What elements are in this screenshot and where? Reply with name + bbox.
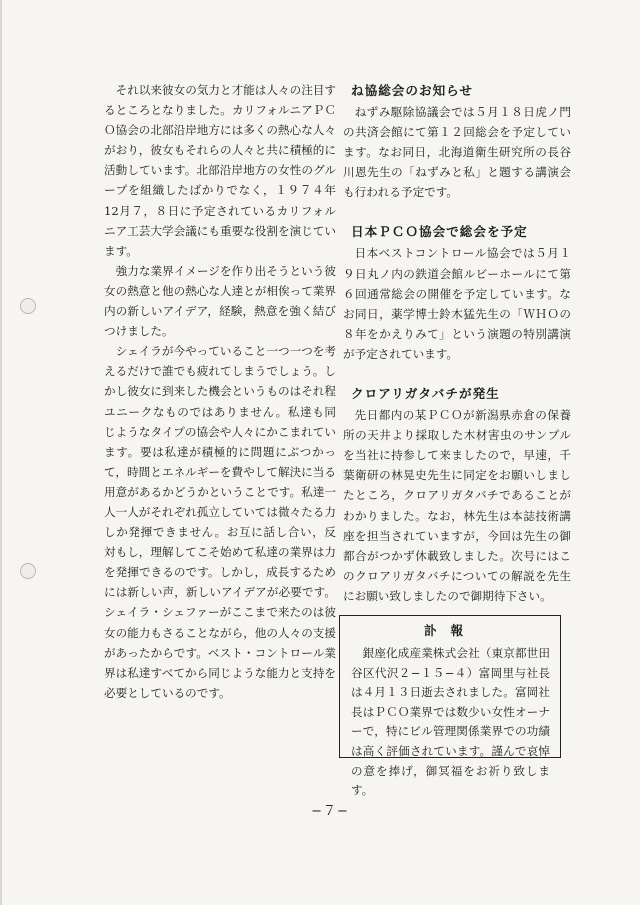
binder-hole — [20, 563, 36, 579]
obituary-title: 訃報 — [423, 623, 478, 638]
article-paragraph: 強力な業界イメージを作り出そうという彼女の熱意と他の熱心な人達とが相俟って業界内の新しいアイデア，経験，熱意を強く結びつけました。 — [104, 263, 336, 339]
page-number: −７− — [311, 804, 349, 819]
article-paragraph: それ以来彼女の気力と才能は人々の注目するところとなりました。カリフォルニアＰＣＯ協会の北部沿岸地方には多くの熱心な人々がおり，彼女もそれらの人々と共に積極的に活動しています。北部沿岸地方の女性のグループを組織したばかりでなく，１９７４年12月７，８日に予定されているカリフォルニア工芸大学会議にも重要な役割を演じています。 — [104, 83, 336, 258]
section-body: 日本ベストコントロール協会では５月１９日丸ノ内の鉄道会館ルビーホールにて第６回通常総会の開催を予定しています。なお同日，薬学博士鈴木猛先生の「ＷＨＯの８年をかえりみて」という演題の特別講演が予定されています。 — [343, 246, 571, 361]
right-column — [343, 80, 571, 625]
page-edge — [0, 0, 2, 905]
article-paragraph: シェイラが今やっていること一つ一つを考えるだけで誰でも疲れてしまうでしょう。しかし彼女に到来した機会というものはそれ程ユニークなものではありません。私達も同じようなタイプの協会や人々にかこまれています。要は私達が積極的に問題にぶつかって，時間とエネルギーを費やして解決に当る用意があるかどうかということです。私達一人一人がそれぞれ孤立していては微々たる力しか発揮できません。お互に話し合い，反対もし，理解してこそ始めて私達の業界は力を発揮できるのです。しかし，成長するためには新しい声，新しいアイデアが必要です。シェイラ・シェファーがここまで来たのは彼女の能力もさることながら，他の人々の支援があったからです。ベスト・コントロール業界は私達すべてから同じような能力と支持を必要としているのです。 — [104, 344, 336, 700]
notice-wasp-outbreak — [343, 383, 571, 606]
section-heading: 日本ＰＣＯ協会で総会を予定 — [351, 224, 528, 240]
section-heading: ね協総会のお知らせ — [351, 83, 473, 98]
obituary-box — [339, 615, 561, 798]
binder-hole — [20, 298, 36, 314]
notice-rat-association — [343, 80, 571, 202]
left-column — [104, 80, 336, 703]
notice-pco-association — [343, 221, 571, 364]
section-body: 先日都内の某ＰＣＯが新潟県赤倉の保養所の天井より採取した木材害虫のサンプルを当社に持参して来ましたので，早速，千葉衛研の林晃史先生に同定をお願いしましたところ，クロアリガタバチであることがわかりました。なお，林先生は本誌技術講座を担当されていますが，今回は先生の御都合がつかず休載致しました。次号にはこのクロアリガタバチについての解説を先生にお願い致しましたので御期待下さい。 — [343, 408, 571, 603]
section-body: ねずみ駆除協議会では５月１８日虎ノ門の共済会館にて第１２回総会を予定しています。なお同日，北海道衛生研究所の長谷川恩先生の「ねずみと私」と題する講演会も行われる予定です。 — [343, 105, 571, 200]
obituary-body: 銀座化成産業株式会社（東京都世田谷区代沢２−１５−４）富岡里与社長は４月１３日逝去されました。富岡社長はＰＣＯ業界では数少い女性オーナーで，特にビル管理関係業界での功績は高く評価されています。謹んで哀悼の意を捧げ，御冥福をお祈り致します。 — [351, 646, 550, 798]
section-heading: クロアリガタバチが発生 — [351, 386, 500, 402]
